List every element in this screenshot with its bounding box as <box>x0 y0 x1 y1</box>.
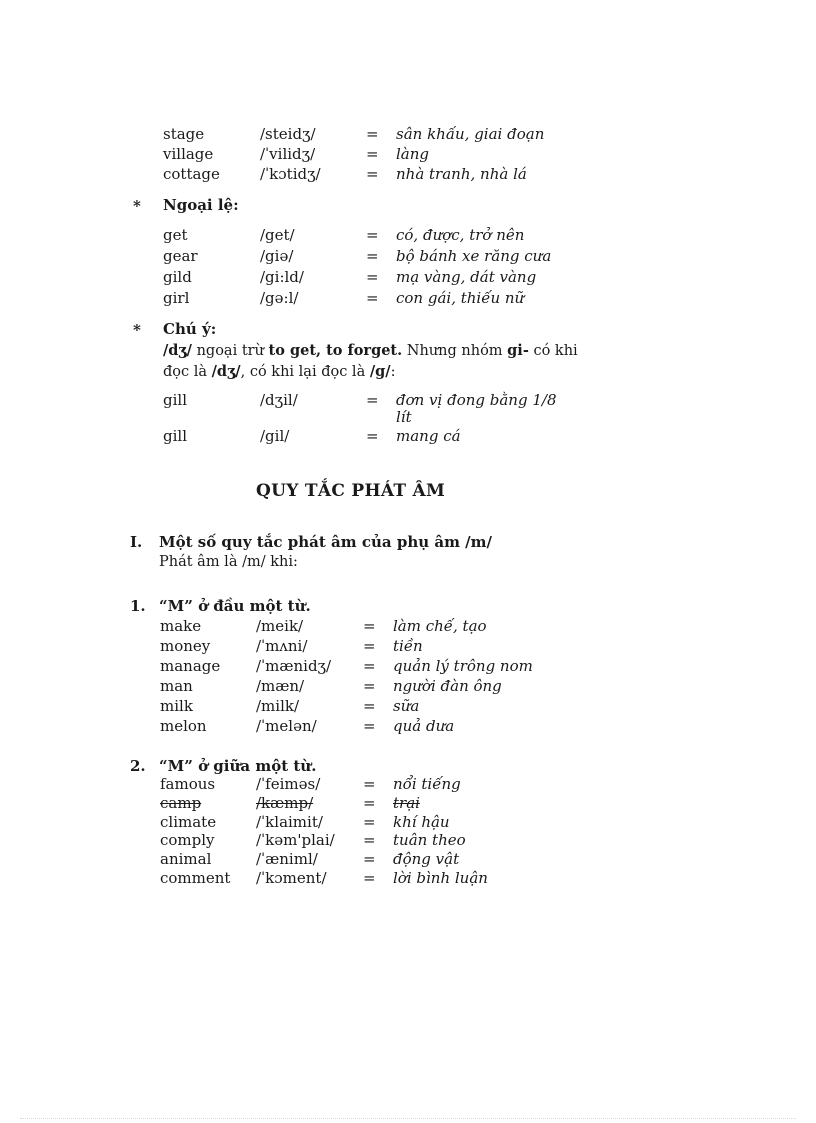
vocab-meaning: người đàn ông <box>393 677 502 695</box>
equals-sign: = <box>363 717 376 735</box>
vocab-word: camp <box>160 794 202 812</box>
equals-sign: = <box>363 637 376 655</box>
vocab-meaning: làm chế, tạo <box>393 617 487 635</box>
vocab-ipa: /ˈmelən/ <box>256 717 317 735</box>
equals-sign: = <box>363 831 376 849</box>
vocab-word: man <box>160 677 193 695</box>
equals-sign: = <box>363 697 376 715</box>
equals-sign: = <box>363 617 376 635</box>
vocab-word: comment <box>160 869 231 887</box>
vocab-word: famous <box>160 775 216 793</box>
vocab-ipa: /steidʒ/ <box>260 125 316 143</box>
vocab-ipa: /milk/ <box>256 697 300 715</box>
vocab-word: village <box>163 145 214 163</box>
vocab-meaning: quản lý trông nom <box>393 657 533 675</box>
vocab-ipa: /ˈæniml/ <box>256 850 318 868</box>
vocab-meaning: có, được, trở nên <box>396 226 525 244</box>
bullet-asterisk: * <box>133 321 141 339</box>
equals-sign: = <box>363 850 376 868</box>
vocab-word: cottage <box>163 165 220 183</box>
equals-sign: = <box>363 813 376 831</box>
vocab-word: get <box>163 226 188 244</box>
page-bottom-divider <box>20 1118 796 1119</box>
vocab-meaning: con gái, thiếu nữ <box>396 289 525 307</box>
note-paragraph-line-1 <box>163 341 578 361</box>
vocab-meaning: bộ bánh xe răng cưa <box>396 247 552 265</box>
bullet-asterisk: * <box>133 197 141 215</box>
equals-sign: = <box>363 657 376 675</box>
vocab-ipa: /giə/ <box>260 247 294 265</box>
vocab-meaning: nổi tiếng <box>393 775 461 793</box>
vocab-ipa: /ˈkəm'plai/ <box>256 831 335 849</box>
vocab-ipa: /meik/ <box>256 617 304 635</box>
vocab-meaning: sân khấu, giai đoạn <box>396 125 545 143</box>
vocab-meaning: làng <box>396 145 430 163</box>
equals-sign: = <box>366 391 379 409</box>
vocab-meaning: trại <box>393 794 420 812</box>
note-heading: Chú ý: <box>163 320 217 338</box>
vocab-word: melon <box>160 717 207 735</box>
vocab-ipa: /ˈklaimit/ <box>256 813 323 831</box>
equals-sign: = <box>363 677 376 695</box>
note-text: có khi <box>528 343 578 359</box>
vocab-word: gill <box>163 391 187 409</box>
equals-sign: = <box>366 145 379 163</box>
vocab-meaning: lời bình luận <box>393 869 488 887</box>
vocab-word: climate <box>160 813 217 831</box>
note-text: , có khi lại đọc là <box>240 364 370 380</box>
note-paragraph-line-2 <box>163 362 395 382</box>
note-bold-words: to get, to forget. <box>268 342 403 359</box>
vocab-meaning: tiền <box>393 637 423 655</box>
subsection-heading: “M” ở đầu một từ. <box>159 597 311 615</box>
equals-sign: = <box>366 268 379 286</box>
equals-sign: = <box>363 794 376 812</box>
vocab-ipa: /ˈvilidʒ/ <box>260 145 316 163</box>
ipa-dzh: /dʒ/ <box>211 363 241 380</box>
vocab-word: make <box>160 617 202 635</box>
vocab-meaning: khí hậu <box>393 813 450 831</box>
exceptions-heading: Ngoại lệ: <box>163 196 239 214</box>
vocab-meaning: mạ vàng, dát vàng <box>396 268 537 286</box>
vocab-ipa: /ˈfeiməs/ <box>256 775 321 793</box>
vocab-word: gear <box>163 247 198 265</box>
section-subtext: Phát âm là /m/ khi: <box>159 554 298 570</box>
vocab-word: girl <box>163 289 190 307</box>
ipa-dzh: /dʒ/ <box>163 342 192 359</box>
ipa-g: /g/ <box>369 363 391 380</box>
note-bold-gi: gi- <box>507 342 529 359</box>
vocab-meaning: nhà tranh, nhà lá <box>396 165 527 183</box>
vocab-meaning: động vật <box>393 850 460 868</box>
vocab-ipa: /ˈmʌni/ <box>256 637 308 655</box>
equals-sign: = <box>366 427 379 445</box>
vocab-meaning: tuân theo <box>393 831 466 849</box>
vocab-ipa: /ˈmænidʒ/ <box>256 657 332 675</box>
vocab-word: milk <box>160 697 193 715</box>
vocab-ipa: /gi:ld/ <box>260 268 304 286</box>
note-text: Nhưng nhóm <box>402 343 508 359</box>
vocab-ipa: /gil/ <box>260 427 290 445</box>
subsection-heading: “M” ở giữa một từ. <box>159 757 317 775</box>
vocab-ipa: /kæmp/ <box>256 794 314 812</box>
vocab-word: money <box>160 637 211 655</box>
note-text: đọc là <box>163 364 212 380</box>
vocab-meaning: sữa <box>393 697 420 715</box>
vocab-ipa: /ˈkɔment/ <box>256 869 327 887</box>
vocab-word: gild <box>163 268 192 286</box>
vocab-ipa: /gə:l/ <box>260 289 299 307</box>
vocab-ipa: /get/ <box>260 226 295 244</box>
note-text: : <box>390 364 396 380</box>
equals-sign: = <box>366 289 379 307</box>
vocab-ipa: /ˈkɔtidʒ/ <box>260 165 321 183</box>
vocab-meaning: đơn vị đong bằng 1/8 <box>396 391 557 409</box>
vocab-word: gill <box>163 427 187 445</box>
vocab-word: manage <box>160 657 221 675</box>
equals-sign: = <box>363 775 376 793</box>
page-title: QUY TẮC PHÁT ÂM <box>256 481 446 501</box>
subsection-number: 1. <box>130 597 146 615</box>
vocab-meaning-continued: lít <box>396 408 412 426</box>
subsection-number: 2. <box>130 757 146 775</box>
equals-sign: = <box>366 226 379 244</box>
vocab-word: animal <box>160 850 212 868</box>
equals-sign: = <box>363 869 376 887</box>
section-heading: Một số quy tắc phát âm của phụ âm /m/ <box>159 533 492 551</box>
vocab-ipa: /mæn/ <box>256 677 305 695</box>
equals-sign: = <box>366 165 379 183</box>
vocab-meaning: quả dưa <box>393 717 455 735</box>
vocab-word: comply <box>160 831 215 849</box>
equals-sign: = <box>366 125 379 143</box>
vocab-word: stage <box>163 125 205 143</box>
vocab-ipa: /dʒil/ <box>260 391 298 409</box>
section-number: I. <box>130 533 143 551</box>
note-text: ngoại trừ <box>191 343 269 359</box>
equals-sign: = <box>366 247 379 265</box>
vocab-meaning: mang cá <box>396 427 461 445</box>
